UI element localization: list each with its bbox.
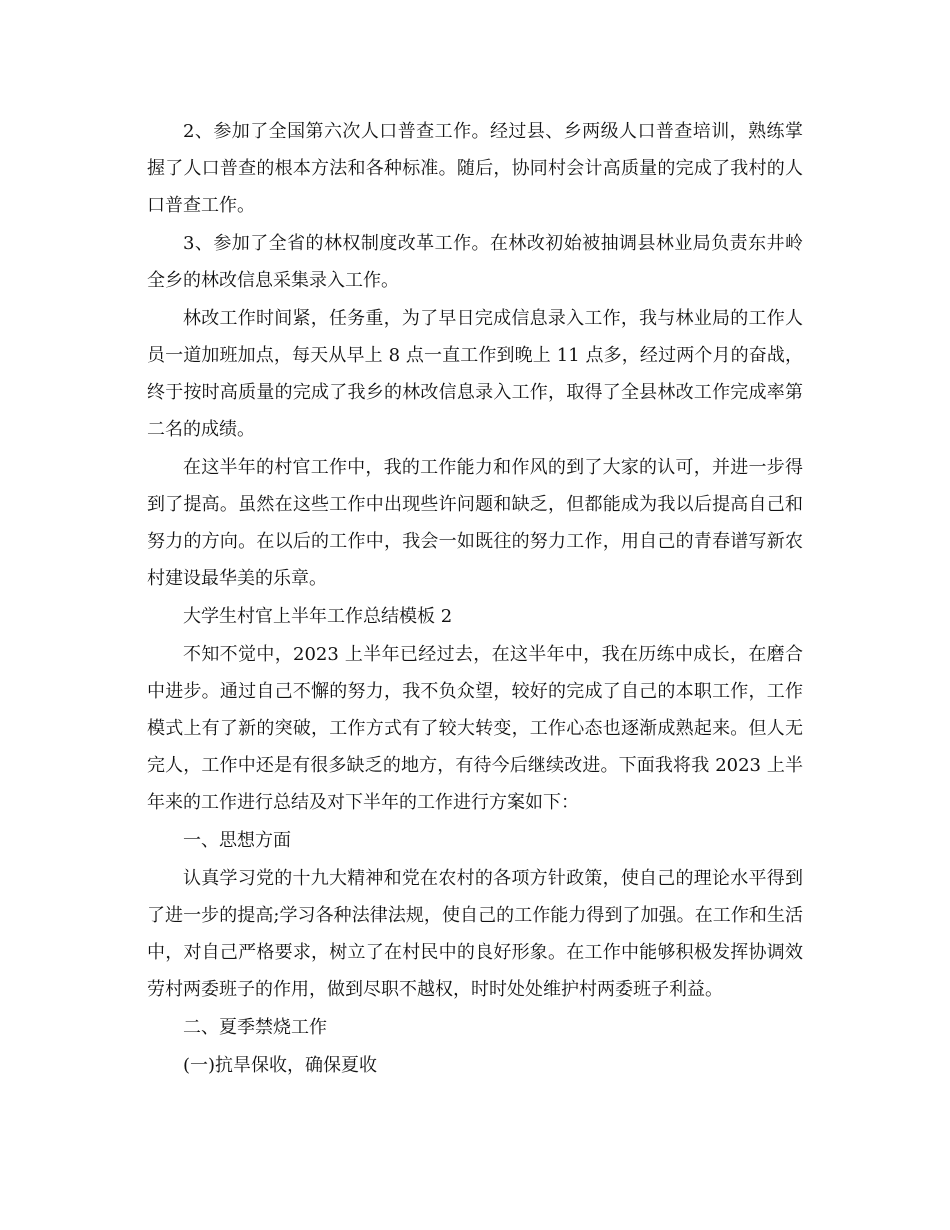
heading-burning-ban: 二、夏季禁烧工作	[183, 1017, 327, 1038]
subheading-drought: (一)抗旱保收，确保夏收	[183, 1055, 378, 1076]
section-title-template-2: 大学生村官上半年工作总结模板 2	[183, 606, 453, 627]
document-body	[147, 113, 803, 1085]
paragraph-forestry-reform: 3、参加了全省的林权制度改革工作。在林改初始被抽调县林业局负责东井岭全乡的林改信息采集录入工作。	[147, 233, 803, 291]
paragraph-census: 2、参加了全国第六次人口普查工作。经过县、乡两级人口普查培训，熟练掌握了人口普查的根本方法和各种标准。随后，协同村会计高质量的完成了我村的人口普查工作。	[147, 121, 803, 216]
paragraph-forestry-work: 林改工作时间紧，任务重，为了早日完成信息录入工作，我与林业局的工作人员一道加班加点，每天从早上 8 点一直工作到晚上 11 点多，经过两个月的奋战，终于按时高质量的完成了我乡的林改信息录入工作，取得了全县林改工作完成率第二名的成绩。	[147, 308, 803, 440]
paragraph-thought: 认真学习党的十九大精神和党在农村的各项方针政策，使自己的理论水平得到了进一步的提高;学习各种法律法规，使自己的工作能力得到了加强。在工作和生活中，对自己严格要求，树立了在村民中的良好形象。在工作中能够积极发挥协调效劳村两委班子的作用，做到尽职不越权，时时处处维护村两委班子利益。	[147, 868, 803, 1000]
paragraph-half-year-summary: 在这半年的村官工作中，我的工作能力和作风的到了大家的认可，并进一步得到了提高。虽然在这些工作中出现些许问题和缺乏，但都能成为我以后提高自己和努力的方向。在以后的工作中，我会一如既往的努力工作，用自己的青春谱写新农村建设最华美的乐章。	[147, 457, 803, 589]
heading-thought: 一、思想方面	[183, 830, 291, 851]
paragraph-introduction: 不知不觉中，2023 上半年已经过去，在这半年中，我在历练中成长，在磨合中进步。通过自己不懈的努力，我不负众望，较好的完成了自己的本职工作，工作模式上有了新的突破，工作方式有了较大转变，工作心态也逐渐成熟起来。但人无完人，工作中还是有很多缺乏的地方，有待今后继续改进。下面我将我 2023 上半年来的工作进行总结及对下半年的工作进行方案如下：	[147, 644, 803, 813]
